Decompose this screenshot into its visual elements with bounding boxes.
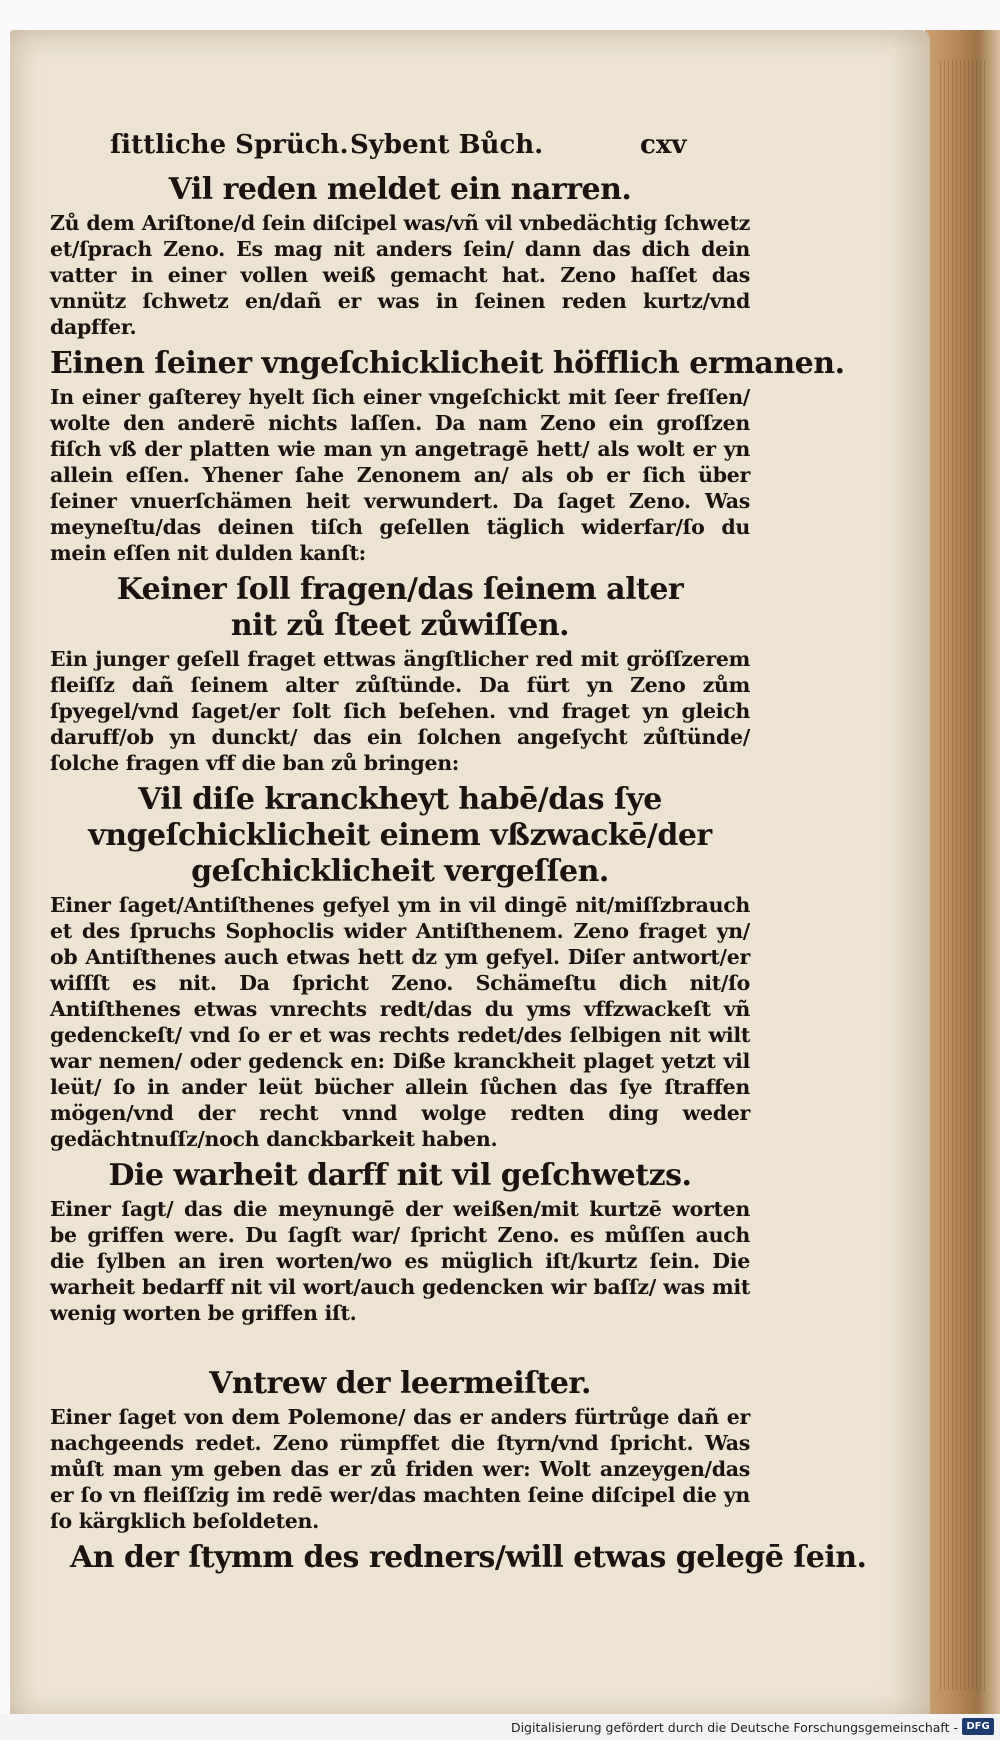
section-body: Einer ſaget/Antiſthenes gefyel ym in vil dingē nit/miſſzbrauch et des ſpruchs Sophoclis wider Antiſthenem. Zeno fraget yn/ ob Antiſthenes auch etwas hett dz ym gefyel. Diſer antwort/er wiſſſt es nit. Da ſpricht Zeno. Schämeſtu dich nit/ſo Antiſthenes etwas vnrechts redt/das du yms vffzwackeſt vñ gedenckeſt/ vnd ſo er et was rechts redet/des ſelbigen nit wilt war nemen/ oder gedenck en: Diße kranckheit plaget yetzt vil leüt/ ſo in ander leüt bücher allein ſůchen das ſye ſtraffen mögen/vnd der recht vnnd wolge redten ding weder gedächtnuſſz/noch danckbarkeit haben. [50, 893, 750, 1151]
section-heading: Einen ſeiner vngeſchicklicheit höfflich ermanen. [50, 346, 845, 381]
header-center: Sybent Bůch. [350, 130, 544, 160]
folio-number: cxv [640, 130, 687, 160]
section-heading: Keiner ſoll fragen/das ſeinem alter nit zů ſteet zůwiſſen. [116, 572, 684, 643]
header-left: ſittliche Sprüch. [110, 130, 349, 160]
running-header [50, 130, 750, 166]
dfg-logo-icon: DFG [962, 1718, 994, 1735]
digitization-credit: Digitalisierung gefördert durch die Deutsche Forschungsgemeinschaft - [510, 1720, 958, 1735]
book-page [10, 30, 930, 1720]
section-body: In einer gaſterey hyelt ſich einer vngeſchickt mit ſeer freſſen/ wolte den anderē nichts laſſen. Da nam Zeno ein groſſzen fiſch vß der platten wie man yn angetragē hett/ als wolt er yn allein eſſen. Yhener ſahe Zenonem an/ als ob er ſich über ſeiner vnuerſchämen heit verwundert. Da ſaget Zeno. Was meyneſtu/das deinen tiſch geſellen täglich widerfar/ſo du mein eſſen nit dulden kanſt: [50, 385, 750, 565]
section-heading: Die warheit darff nit vil geſchwetzs. [108, 1158, 692, 1193]
section-heading: An der ſtymm des redners/will etwas gelegē ſein. [70, 1540, 867, 1575]
section-gap [50, 1326, 750, 1360]
section-body: Ein junger geſell fraget ettwas ängſtlicher red mit gröſſzerem fleiſſz dañ ſeinem alter zůſtünde. Da fürt yn Zeno zům ſpyegel/vnd ſaget/er ſolt ſich beſehen. vnd fraget yn gleich daruff/ob yn dunckt/ das ein ſolchen angeſycht zůſtünde/ ſolche fragen vff die ban zů bringen: [50, 647, 750, 775]
section-heading: Vil reden meldet ein narren. [168, 172, 632, 207]
section-heading: Vil diſe kranckheyt habē/das ſye vngeſchicklicheit einem vßzwackē/der geſchicklicheit vergeſſen. [88, 782, 712, 889]
page-edge-lines [940, 60, 985, 1690]
section-body: Einer ſaget von dem Polemone/ das er anders fürtrůge dañ er nachgeends redet. Zeno rümpffet die ſtyrn/vnd ſpricht. Was můſt man ym geben das er zů friden wer: Wolt anzeygen/das er ſo vn fleiſſzig im redē wer/das machten ſeine diſcipel die yn ſo kärgklich beſoldeten. [50, 1405, 750, 1533]
section-heading: Vntrew der leermeiſter. [209, 1366, 591, 1401]
text-block [50, 130, 867, 1578]
section-body: Zů dem Ariſtone/d ſein diſcipel was/vñ vil vnbedächtig ſchwetz et/ſprach Zeno. Es mag nit anders ſein/ dann das dich dein vatter in einer vollen weiß gemacht hat. Zeno haſſet das vnnütz ſchwetz en/dañ er was in ſeinen reden kurtz/vnd dapffer. [50, 211, 750, 339]
section-body: Einer ſagt/ das die meynungē der weißen/mit kurtzē worten be griffen were. Du ſagſt war/ ſpricht Zeno. es můſſen auch die ſylben an iren worten/wo es müglich iſt/kurtz ſein. Die warheit bedarff nit vil wort/auch gedencken wir baſſz/ was mit wenig worten be griffen iſt. [50, 1197, 750, 1325]
